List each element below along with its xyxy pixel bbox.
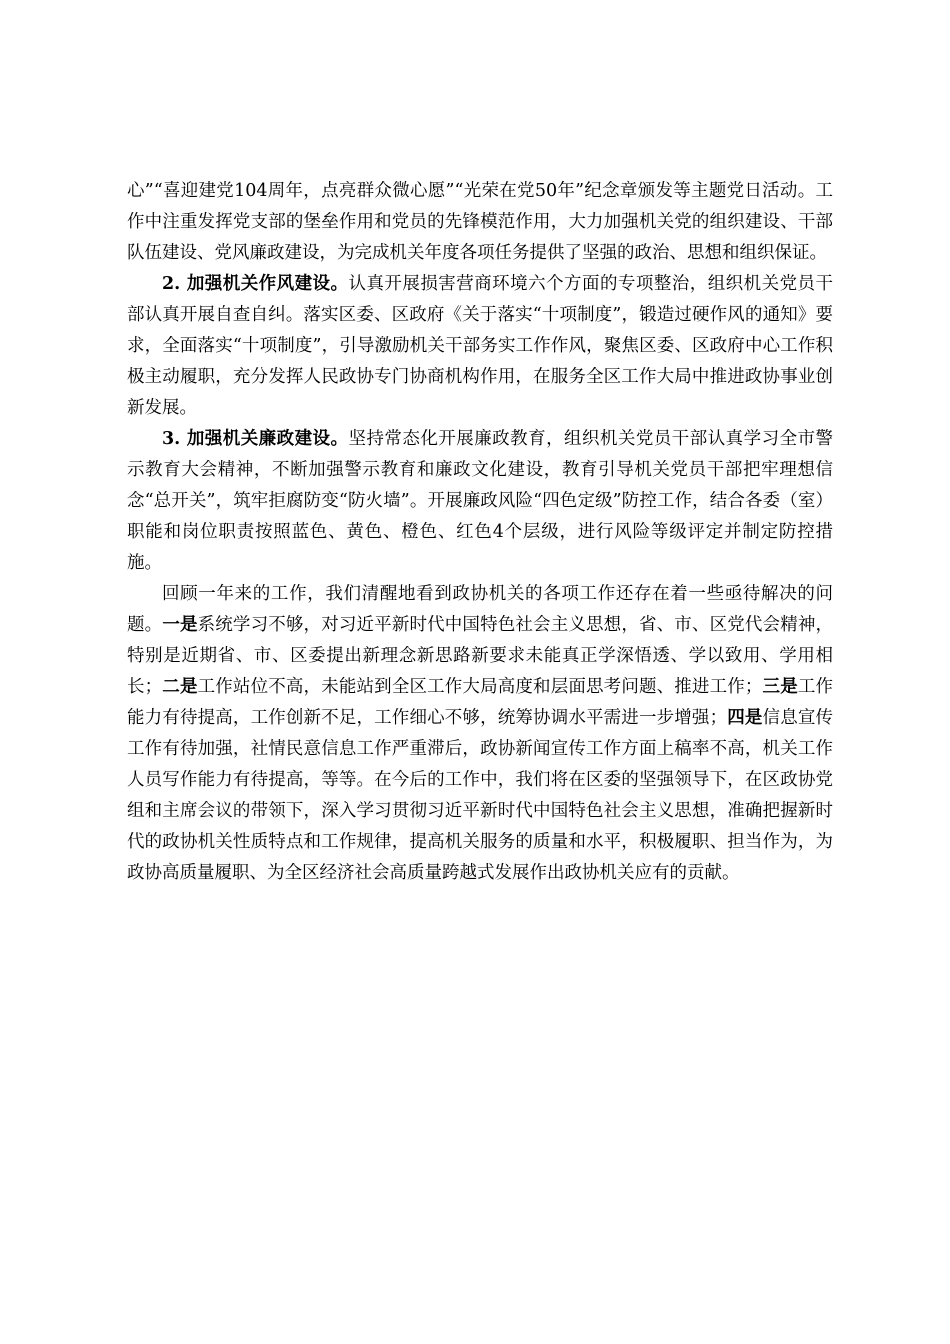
document-body bbox=[127, 176, 833, 889]
paragraph-text: 回顾一年来的工作，我们清醒地看到政协机关的各项工作还存在着一些亟待解决的问题。 bbox=[127, 584, 833, 635]
point-marker-two: 二是 bbox=[162, 677, 198, 697]
point-marker-one: 一是 bbox=[162, 615, 198, 635]
paragraph-text: 系统学习不够，对习近平新时代中国特色社会主义思想，省、市、区党代会精神，特别是近期省、市、区委提出新理念新思路新要求未能真正学深悟透、学以致用、学用相长； bbox=[127, 615, 834, 697]
paragraph-text: 认真开展损害营商环境六个方面的专项整治，组织机关党员干部认真开展自查自纠。落实区委、区政府《关于落实“十项制度”，锻造过硬作风的通知》要求，全面落实“十项制度”，引导激励机关干部务实工作作风，聚焦区委、区政府中心工作积极主动履职，充分发挥人民政协专门协商机构作用，在服务全区工作大局中推进政协事业创新发展。 bbox=[127, 274, 833, 418]
paragraph-integrity bbox=[127, 424, 833, 579]
point-marker-three: 三是 bbox=[762, 677, 798, 697]
section-heading-integrity: 3. 加强机关廉政建设。 bbox=[162, 429, 349, 449]
paragraph-text: 坚持常态化开展廉政教育，组织机关党员干部认真学习全市警示教育大会精神，不断加强警示教育和廉政文化建设，教育引导机关党员干部把牢理想信念“总开关”，筑牢拒腐防变“防火墙”。开展廉政风险“四色定级”防控工作，结合各委（室）职能和岗位职责按照蓝色、黄色、橙色、红色4个层级，进行风险等级评定并制定防控措施。 bbox=[127, 429, 833, 573]
paragraph-review bbox=[127, 579, 833, 889]
paragraph-text: 工作站位不高，未能站到全区工作大局高度和层面思考问题、推进工作； bbox=[197, 677, 763, 697]
section-heading-work-style: 2. 加强机关作风建设。 bbox=[162, 274, 349, 294]
paragraph-work-style bbox=[127, 269, 833, 424]
point-marker-four: 四是 bbox=[727, 708, 763, 728]
paragraph-text: 工作能力有待提高，工作创新不足，工作细心不够，统筹协调水平需进一步增强； bbox=[127, 677, 834, 728]
paragraph-text: 信息宣传工作有待加强，社情民意信息工作严重滞后，政协新闻宣传工作方面上稿率不高，机关工作人员写作能力有待提高，等等。在今后的工作中，我们将在区委的坚强领导下，在区政协党组和主席会议的带领下，深入学习贯彻习近平新时代中国特色社会主义思想，准确把握新时代的政协机关性质特点和工作规律，提高机关服务的质量和水平，积极履职、担当作为，为政协高质量履职、为全区经济社会高质量跨越式发展作出政协机关应有的贡献。 bbox=[127, 708, 834, 883]
paragraph-continuation: 心”“喜迎建党104周年，点亮群众微心愿”“光荣在党50年”纪念章颁发等主题党日活动。工作中注重发挥党支部的堡垒作用和党员的先锋模范作用，大力加强机关党的组织建设、干部队伍建设、党风廉政建设，为完成机关年度各项任务提供了坚强的政治、思想和组织保证。 bbox=[127, 181, 833, 263]
